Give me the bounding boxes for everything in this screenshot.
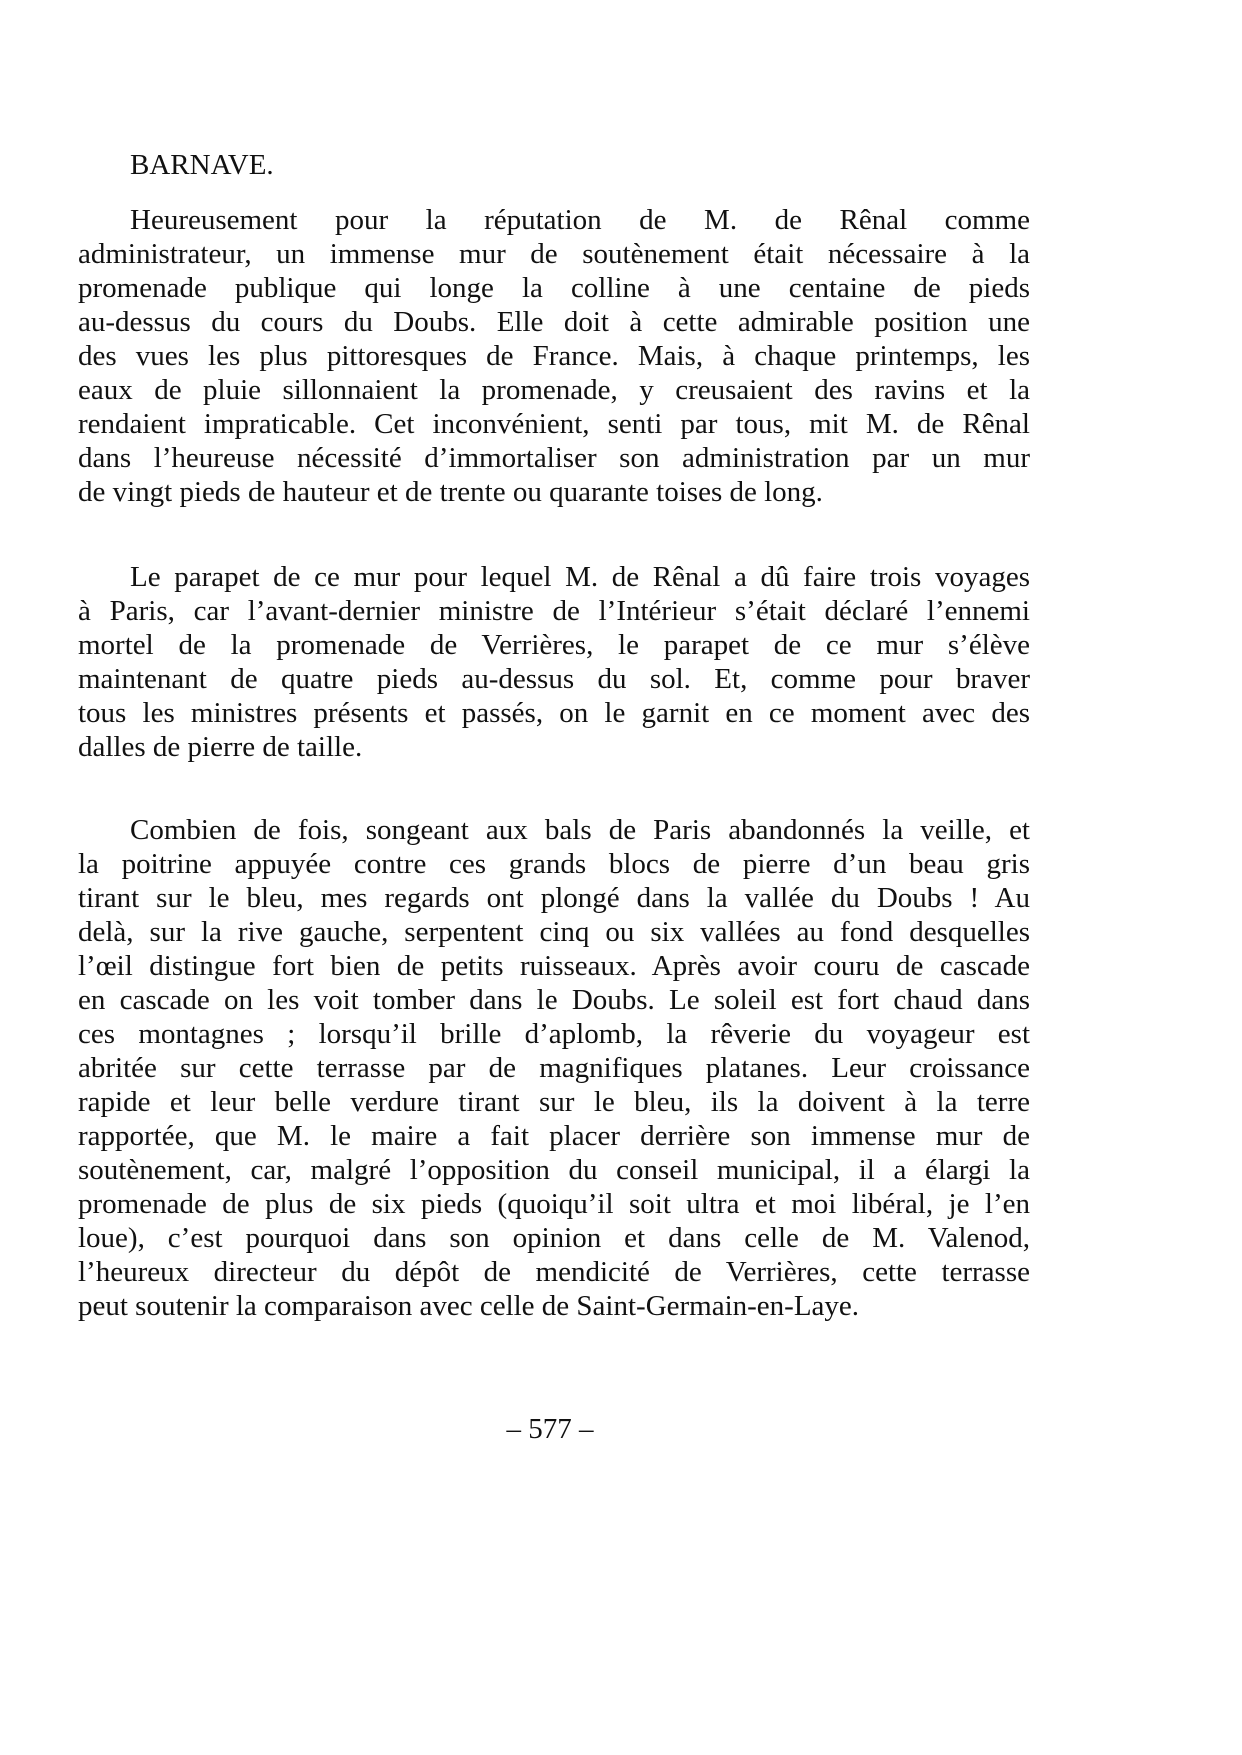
text-line: l’heureux directeur du dépôt de mendicité de Verrières, cette terrasse — [78, 1256, 1030, 1288]
text-line: soutènement, car, malgré l’opposition du conseil municipal, il a élargi la — [78, 1154, 1030, 1186]
text-line: delà, sur la rive gauche, serpentent cinq ou six vallées au fond desquelles — [78, 916, 1030, 948]
text-line: peut soutenir la comparaison avec celle de Saint-Germain-en-Laye. — [78, 1290, 860, 1322]
text-line: Heureusement pour la réputation de M. de Rênal comme — [130, 204, 1030, 236]
text-line: de vingt pieds de hauteur et de trente ou quarante toises de long. — [78, 476, 823, 508]
text-line: abritée sur cette terrasse par de magnifiques platanes. Leur croissance — [78, 1052, 1030, 1084]
text-line: rapide et leur belle verdure tirant sur le bleu, ils la doivent à la terre — [78, 1086, 1030, 1118]
text-line: tous les ministres présents et passés, on le garnit en ce moment avec des — [78, 697, 1030, 729]
text-line: maintenant de quatre pieds au-dessus du sol. Et, comme pour braver — [78, 663, 1030, 695]
text-line: administrateur, un immense mur de soutènement était nécessaire à la — [78, 238, 1030, 270]
text-line: l’œil distingue fort bien de petits ruisseaux. Après avoir couru de cascade — [78, 950, 1030, 982]
text-line: dalles de pierre de taille. — [78, 731, 363, 763]
text-line: en cascade on les voit tomber dans le Doubs. Le soleil est fort chaud dans — [78, 984, 1030, 1016]
text-line: Combien de fois, songeant aux bals de Paris abandonnés la veille, et — [130, 814, 1030, 846]
paragraph-3 — [78, 813, 1030, 1323]
text-line: au-dessus du cours du Doubs. Elle doit à cette admirable position une — [78, 306, 1030, 338]
text-line: promenade de plus de six pieds (quoiqu’il soit ultra et moi libéral, je l’en — [78, 1188, 1030, 1220]
paragraph-2 — [78, 560, 1030, 764]
text-line: ces montagnes ; lorsqu’il brille d’aplomb, la rêverie du voyageur est — [78, 1018, 1030, 1050]
text-line: dans l’heureuse nécessité d’immortaliser son administration par un mur — [78, 442, 1030, 474]
text-line: des vues les plus pittoresques de France. Mais, à chaque printemps, les — [78, 340, 1030, 372]
text-line: rapportée, que M. le maire a fait placer derrière son immense mur de — [78, 1120, 1030, 1152]
text-line: tirant sur le bleu, mes regards ont plongé dans la vallée du Doubs ! Au — [78, 882, 1030, 914]
text-line: rendaient impraticable. Cet inconvénient, senti par tous, mit M. de Rênal — [78, 408, 1030, 440]
text-line: à Paris, car l’avant-dernier ministre de l’Intérieur s’était déclaré l’ennemi — [78, 595, 1030, 627]
text-line: loue), c’est pourquoi dans son opinion et dans celle de M. Valenod, — [78, 1222, 1030, 1254]
page-number: – 577 – — [506, 1413, 594, 1445]
text-line: la poitrine appuyée contre ces grands blocs de pierre d’un beau gris — [78, 848, 1030, 880]
text-line: Le parapet de ce mur pour lequel M. de Rênal a dû faire trois voyages — [130, 561, 1030, 593]
section-heading: BARNAVE. — [130, 149, 274, 181]
text-line: mortel de la promenade de Verrières, le parapet de ce mur s’élève — [78, 629, 1030, 661]
text-line: promenade publique qui longe la colline à une centaine de pieds — [78, 272, 1030, 304]
paragraph-1 — [78, 203, 1030, 509]
text-line: eaux de pluie sillonnaient la promenade, y creusaient des ravins et la — [78, 374, 1030, 406]
